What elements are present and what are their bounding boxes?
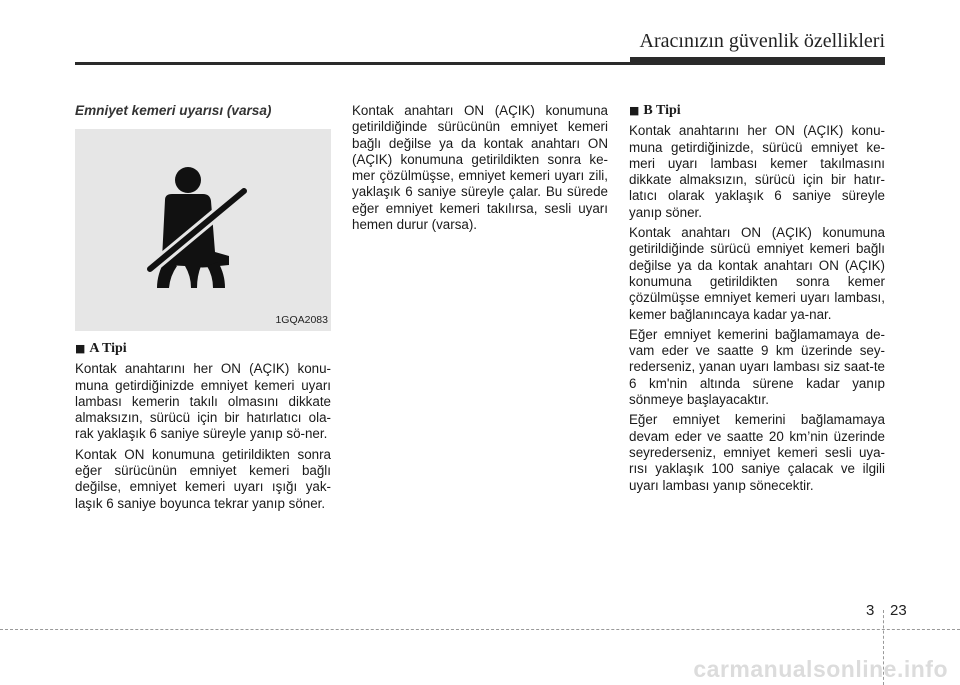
type-b-paragraph-3: Eğer emniyet kemerini bağlamamaya de-vam eder ve saatte 9 km üzerinde sey-rederseniz, yanan uyarı lambası siz saat-te 6 km'nin altında sürene kadar yanıp sönmeye başlayacaktır.: [629, 326, 885, 408]
seatbelt-figure: [75, 129, 331, 331]
type-a-paragraph-3: Kontak anahtarı ON (AÇIK) konumuna getirildiğinde sürücünün emniyet kemeri bağlı değilse ya da kontak anahtarı ON (AÇIK) konumuna getirildikten sonra ke-mer çözülmüşse, emniyet kemeri uyarı zili, yaklaşık 6 saniye süreyle çalar. Bu sürede eğer emniyet kemeri takılırsa, sesli uyarı hemen durur (varsa).: [352, 103, 608, 233]
header-bar: [630, 57, 885, 65]
page-header-title: Aracınızın güvenlik özellikleri: [639, 30, 885, 52]
type-b-paragraph-2: Kontak anahtarı ON (AÇIK) konumuna getirildiğinde sürücü emniyet kemeri bağlı değilse ya da kontak anahtarı ON (AÇIK) konumuna getirildikten sonra kemer çözülmüşse emniyet kemeri uyarı lambası, kemer bağlanıncaya kadar ya-nar.: [629, 225, 885, 322]
column-1: [75, 103, 331, 516]
square-bullet-icon: ■: [629, 104, 640, 117]
column-2: [352, 103, 608, 237]
type-a-paragraph-2: Kontak ON konumuna getirildikten sonra eğer sürücünün emniyet kemeri bağlı değilse, emniyet kemeri uyarı ışığı yak-laşık 6 saniye boyunca tekrar yanıp söner.: [75, 446, 331, 511]
type-b-paragraph-1: Kontak anahtarını her ON (AÇIK) konu-muna getirdiğinizde, sürücü emniyet ke-meri uyarı lambası kemer takılmasını dikkate almaksızın, sürücü için bir hatır-latıcı olarak yaklaşık 6 saniye süreyle yanıp söner.: [629, 123, 885, 220]
seatbelt-warning-icon: [145, 164, 260, 289]
watermark: carmanualsonline.info: [693, 656, 948, 682]
figure-code: 1GQA2083: [275, 313, 328, 326]
type-a-heading: [75, 341, 331, 357]
page-number: 23: [890, 602, 907, 619]
type-b-heading: [629, 103, 885, 119]
chapter-number: 3: [866, 602, 875, 619]
square-bullet-icon: ■: [75, 342, 86, 355]
type-a-heading-text: A Tipi: [89, 341, 127, 356]
type-a-paragraph-1: Kontak anahtarını her ON (AÇIK) konu-muna getirdiğinizde emniyet kemeri uyarı lambası kemerin takılı olmasını dikkate almaksızın, sürücü için bir hatırlatıcı ola-rak yaklaşık 6 saniye süreyle yanıp sö-ner.: [75, 361, 331, 442]
type-b-heading-text: B Tipi: [643, 103, 681, 118]
section-title: Emniyet kemeri uyarısı (varsa): [75, 103, 272, 118]
type-b-paragraph-4: Eğer emniyet kemerini bağlamamaya devam eder ve saatte 20 km’nin üzerinde seyrederseniz, emniyet kemeri sesli uya-rısı yaklaşık 100 saniye çalacak ve ilgili uyarı lambası yanıp sönecektir.: [629, 412, 885, 493]
footer-rule: [0, 629, 960, 630]
column-3: [629, 103, 885, 498]
